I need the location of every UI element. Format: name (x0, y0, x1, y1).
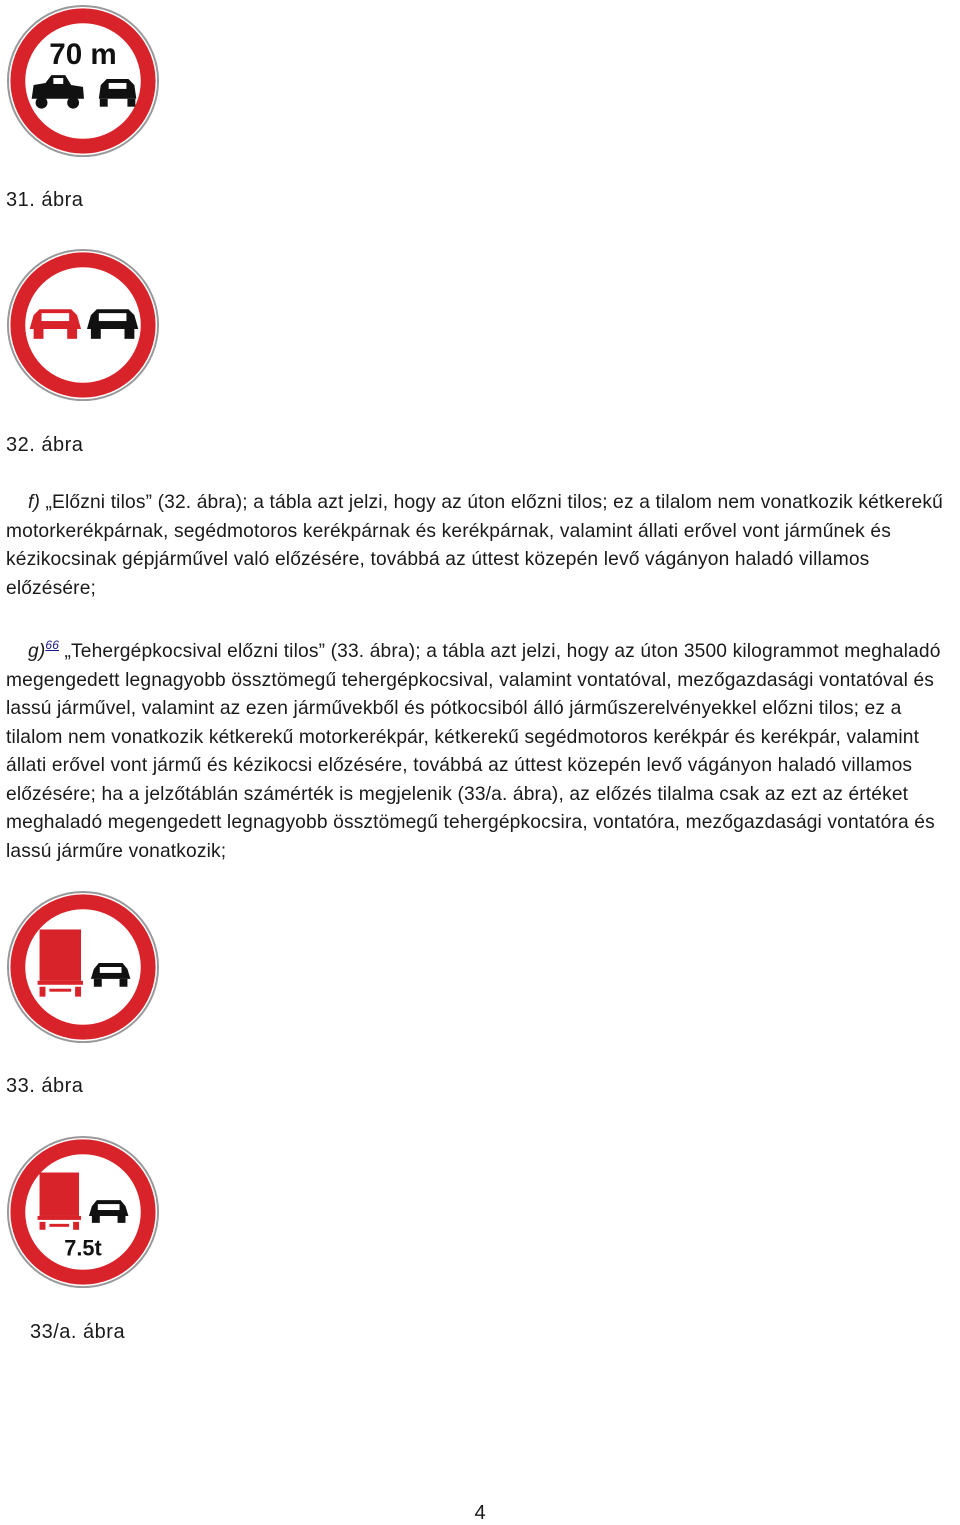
paragraph-text: „Tehergépkocsival előzni tilos” (33. ábra); a tábla azt jelzi, hogy az úton 3500 kilogrammot meghaladó megengedett legnagyobb össztömegű tehergépkocsival, valamint vontatóval, mezőgazdasági vontatóval és lassú járművel, valamint az ezen járművekből és pótkocsiból álló járműszerelvényekkel előzni tilos; ez a tilalom nem vonatkozik kétkerekű motorkerékpár, kétkerekű segédmotoros kerékpár és kerékpár, valamint állati erővel vont jármű és kézikocsi előzésére, továbbá az úttest közepén levő vágányon haladó villamos előzésére; ha a jelzőtáblán számérték is megjelenik (33/a. ábra), az előzés tilalma csak az ezt az értéket meghaladó megengedett legnagyobb össztömegű tehergépkocsira, vontatóra, mezőgazdasági vontatóra és lassú járműre vonatkozik; (6, 641, 941, 862)
no-overtaking-by-trucks-weight-icon (4, 1133, 162, 1291)
sign-distance-text: 70 m (49, 38, 117, 72)
figure-caption: 33/a. ábra (30, 1321, 126, 1343)
paragraph-marker: g) (28, 641, 46, 662)
figure-caption: 31. ábra (6, 189, 84, 211)
paragraph-g (6, 631, 958, 866)
sign-weight-text: 7.5t (64, 1235, 102, 1261)
paragraph-text: „Előzni tilos” (32. ábra); a tábla azt jelzi, hogy az úton előzni tilos; ez a tilalom nem vonatkozik kétkerekű motorkerékpárnak, segédmotoros kerékpárnak és kerékpárnak, valamint állati erővel vont járműnek és kézikocsinak gépjárművel való előzésére, továbbá az úttest közepén levő vágányon haladó villamos előzésére; (6, 492, 943, 599)
footnote-link[interactable]: 66 (45, 638, 60, 652)
paragraph-marker: f) (28, 492, 41, 513)
no-overtaking-icon (4, 246, 162, 404)
no-overtaking-distance-icon (4, 2, 162, 160)
paragraph-f (6, 489, 958, 603)
figure-caption: 32. ábra (6, 434, 84, 456)
page-number: 4 (474, 1502, 486, 1524)
figure-caption: 33. ábra (6, 1075, 84, 1097)
no-overtaking-by-trucks-icon (4, 888, 162, 1046)
